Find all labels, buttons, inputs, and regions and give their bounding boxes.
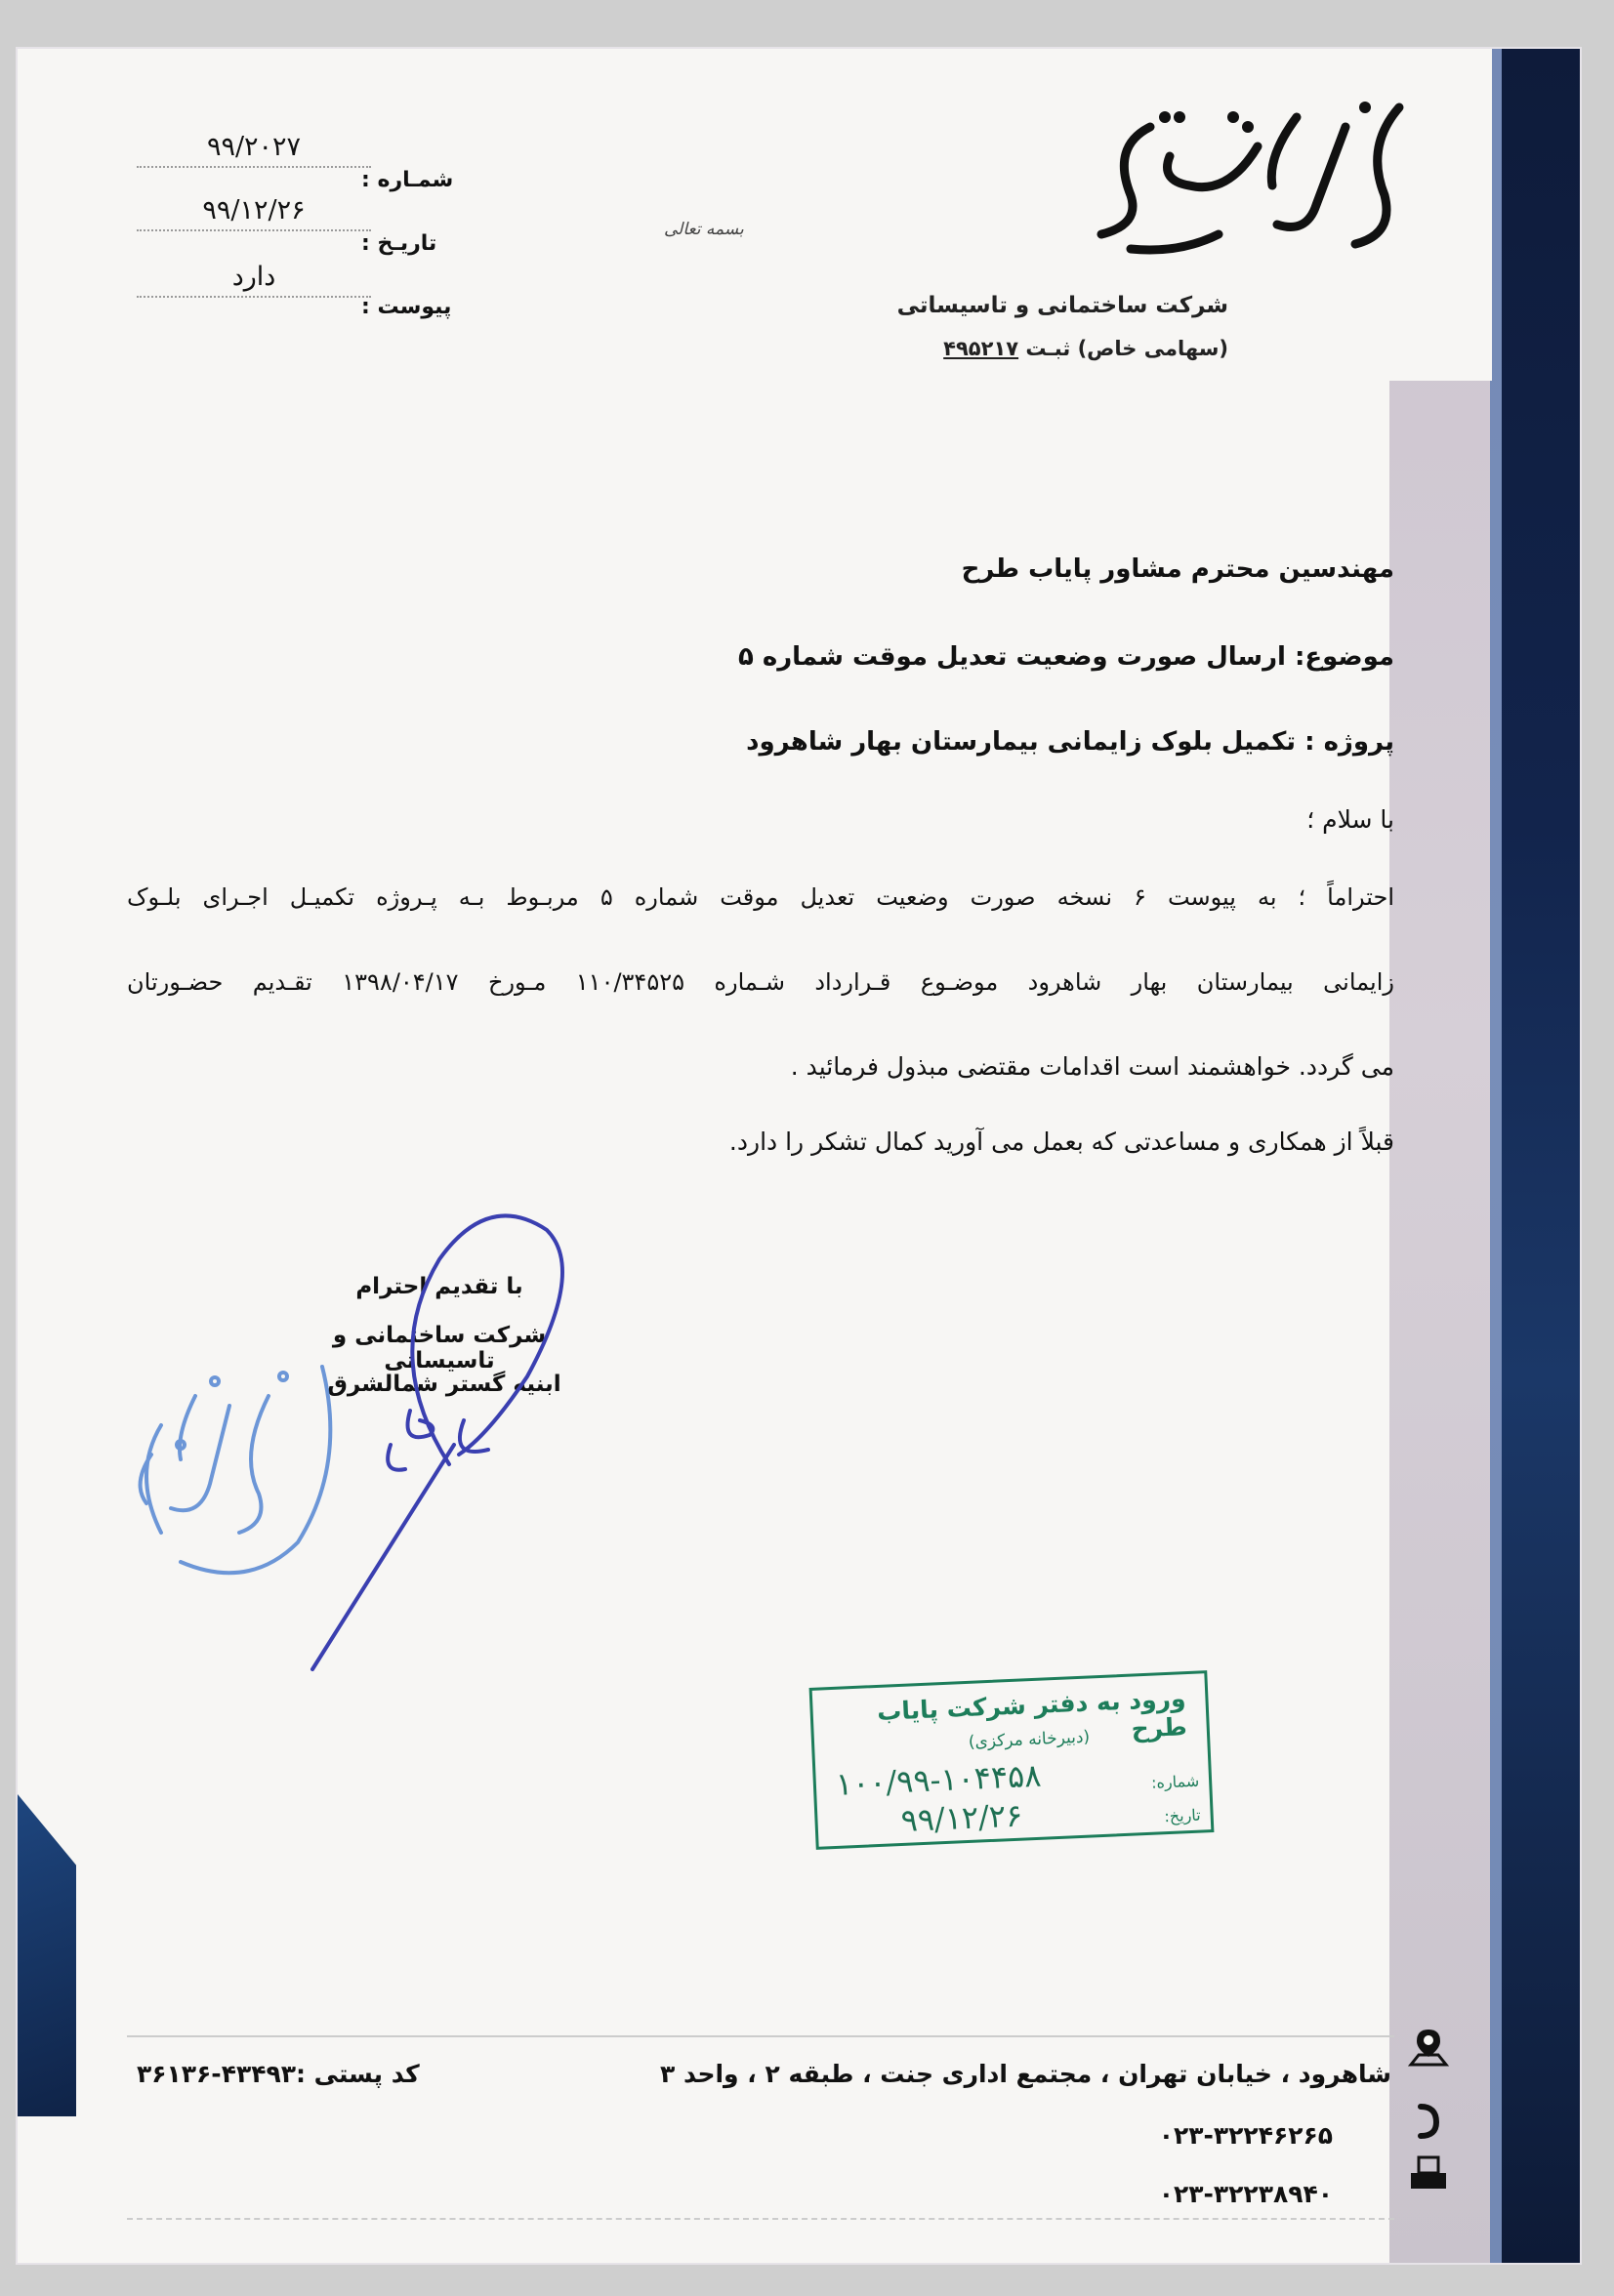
footer-fax: ۰۲۳-۳۲۲۳۸۹۴۰ xyxy=(1158,2180,1333,2208)
number-label: شمـاره : xyxy=(361,168,454,192)
letter-sheet xyxy=(18,49,1580,2263)
decorative-band-stripe xyxy=(1490,49,1502,2263)
paragraph-line: می گردد. خواهشمند است اقدامات مقتضی مبذول فرمائید . xyxy=(790,1052,1394,1081)
company-type: (سهامی خاص) ثبـت xyxy=(1025,337,1228,360)
project: پروژه : تکمیل بلوک زایمانی بیمارستان بهار شاهرود xyxy=(746,727,1394,757)
reception-stamp xyxy=(809,1670,1215,1850)
greeting: با سلام ؛ xyxy=(1306,805,1394,834)
signature-line-3: ابنیه گستر شمالشرق xyxy=(327,1372,561,1397)
decorative-band-light xyxy=(1389,49,1502,2263)
phone-icon xyxy=(1407,2101,1450,2144)
footer-bottom-divider xyxy=(127,2218,1394,2220)
number-value: ۹۹/۲۰۲۷ xyxy=(137,132,371,168)
stamp-date-label: تاریخ: xyxy=(1164,1805,1202,1826)
stamp-subtitle: (دبیرخانه مرکزی) xyxy=(968,1727,1091,1752)
stamp-date-value: ۹۹/۱۲/۲۶ xyxy=(899,1796,1023,1839)
recipient: مهندسین محترم مشاور پایاب طرح xyxy=(961,554,1394,584)
decorative-corner xyxy=(18,1794,76,2116)
fax-icon xyxy=(1407,2153,1450,2196)
footer-address: شاهرود ، خیابان تهران ، مجتمع اداری جنت ، طبقه ۲ ، واحد ۳ xyxy=(660,2060,1391,2088)
stamp-number-label: شماره: xyxy=(1150,1771,1200,1792)
basmala: بسمه تعالی xyxy=(664,220,744,239)
closing-line: قبلاً از همکاری و مساعدتی که بعمل می آورید کمال تشکر را دارد. xyxy=(728,1128,1394,1156)
paragraph-line: احتراماً ؛ به پیوست ۶ نسخه صورت وضعیت تعدیل موقت شماره ۵ مربـوط بـه پـروژه تکمیـل اجـرای بلـوک xyxy=(127,883,1394,911)
date-value: ۹۹/۱۲/۲۶ xyxy=(137,195,371,231)
company-registration xyxy=(943,337,1228,360)
stamp-number-value: ۱۰۰/۹۹-۱۰۴۴۵۸ xyxy=(835,1756,1043,1803)
stamp-title: ورود به دفتر شرکت پایاب طرح xyxy=(876,1684,1188,1743)
company-seal xyxy=(122,1337,347,1591)
signature-line-2: شرکت ساختمانی و تاسیساتی xyxy=(332,1323,547,1374)
decorative-band-dark xyxy=(1502,49,1580,2263)
attachment-value: دارد xyxy=(137,262,371,298)
footer-divider xyxy=(127,2035,1394,2037)
company-reg-number: ۴۹۵۲۱۷ xyxy=(943,337,1019,360)
company-logo xyxy=(1072,88,1424,264)
date-label: تاریـخ : xyxy=(361,231,437,256)
paragraph-line: زایمانی بیمارستان بهار شاهرود موضـوع قـرارداد شـماره ۱۱۰/۳۴۵۲۵ مـورخ ۱۳۹۸/۰۴/۱۷ تقـدیم حضـورتان xyxy=(127,968,1394,996)
company-name: شرکت ساختمانی و تاسیساتی xyxy=(896,293,1228,318)
footer-postal-code: کد پستی :۴۳۴۹۳-۳۶۱۳۶ xyxy=(137,2060,420,2088)
location-icon xyxy=(1407,2026,1450,2069)
attachment-label: پیوست : xyxy=(361,295,452,319)
signature-line-1: با تقدیم احترام xyxy=(355,1274,523,1299)
subject: موضوع: ارسال صورت وضعیت تعدیل موقت شماره ۵ xyxy=(737,642,1394,672)
footer-phone: ۰۲۳-۳۲۲۴۶۲۶۵ xyxy=(1158,2121,1333,2150)
